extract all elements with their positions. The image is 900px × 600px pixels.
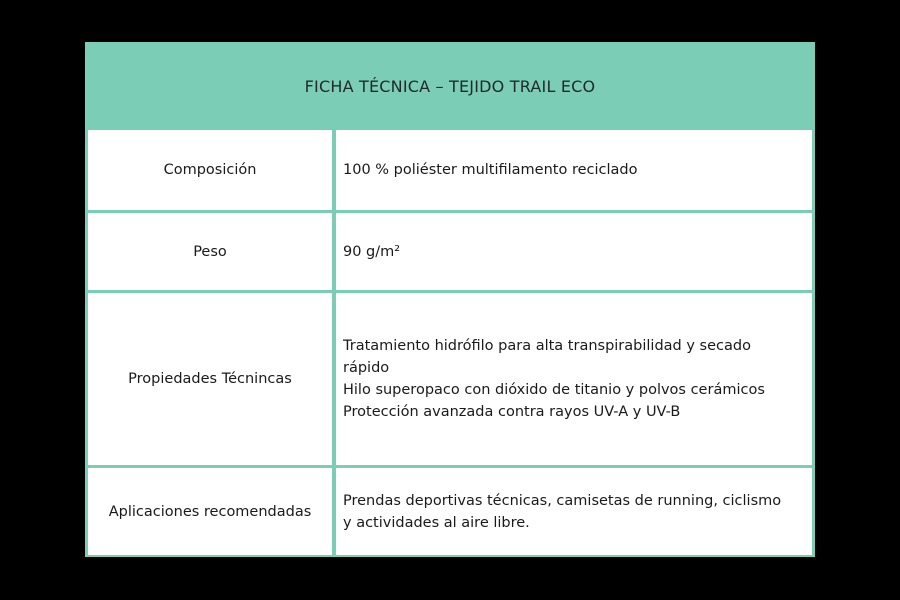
technical-sheet [85,42,815,557]
value-line: Tratamiento hidrófilo para alta transpirabilidad y secado [343,338,751,354]
sheet-title: FICHA TÉCNICA – TEJIDO TRAIL ECO [304,76,596,96]
value-line: 100 % poliéster multifilamento reciclado [343,162,638,178]
row-label-weight: Peso [88,213,332,290]
row-value-properties [336,293,812,465]
value-line: Prendas deportivas técnicas, camisetas de running, ciclismo [343,492,782,509]
row-value-weight [336,213,812,290]
row-value-composition [336,130,812,210]
row-label-applications: Aplicaciones recomendadas [88,468,332,555]
spec-table [88,130,812,554]
row-label-properties: Propiedades Técnincas [88,293,332,465]
value-line: y actividades al aire libre. [343,514,530,531]
row-value-applications [336,468,812,555]
value-line: Hilo superopaco con dióxido de titanio y polvos cerámicos [343,382,765,398]
value-line: Protección avanzada contra rayos UV-A y UV-B [343,404,681,420]
row-label-composition: Composición [88,130,332,210]
value-line: rápido [343,360,390,376]
value-line: 90 g/m² [343,243,401,260]
